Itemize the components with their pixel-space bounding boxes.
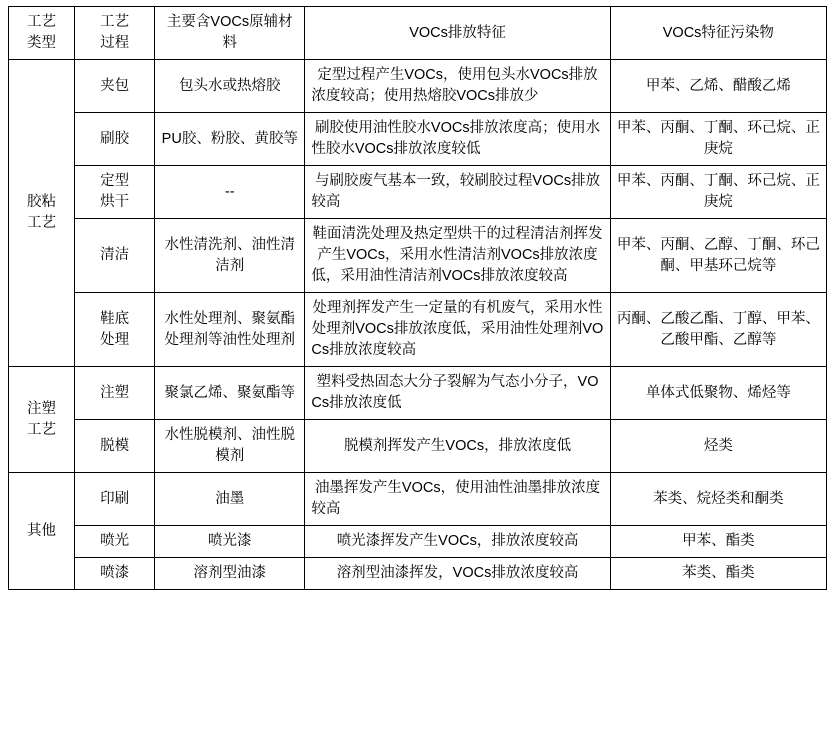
pollutant-cell: 单体式低聚物、烯烃等 xyxy=(610,367,826,420)
emission-cell: 脱模剂挥发产生VOCs，排放浓度低 xyxy=(305,420,610,473)
process-cell: 喷漆 xyxy=(75,558,155,590)
table-row xyxy=(9,558,827,590)
table-row xyxy=(9,219,827,293)
header-process-step xyxy=(75,7,155,60)
material-cell: 油墨 xyxy=(155,473,305,526)
material-cell: 水性脱模剂、油性脱模剂 xyxy=(155,420,305,473)
emission-cell: 鞋面清洗处理及热定型烘干的过程清洁剂挥发产生VOCs，采用水性清洁剂VOCs排放浓度低，采用油性清洁剂VOCs排放浓度较高 xyxy=(305,219,610,293)
header-materials: 主要含VOCs原辅材料 xyxy=(155,7,305,60)
process-cell xyxy=(75,166,155,219)
group-type-other: 其他 xyxy=(9,473,75,590)
header-process-type-line2: 类型 xyxy=(27,35,57,52)
group-type-injection-line1: 注塑 xyxy=(27,400,57,417)
process-cell: 喷光 xyxy=(75,526,155,558)
process-cell: 夹包 xyxy=(75,60,155,113)
table-row xyxy=(9,473,827,526)
pollutant-cell: 甲苯、酯类 xyxy=(610,526,826,558)
table-row xyxy=(9,420,827,473)
vocs-emission-table xyxy=(8,6,827,590)
material-cell: 包头水或热熔胶 xyxy=(155,60,305,113)
emission-cell: 定型过程产生VOCs，使用包头水VOCs排放浓度较高；使用热熔胶VOCs排放少 xyxy=(305,60,610,113)
pollutant-cell: 甲苯、丙酮、丁酮、环己烷、正庚烷 xyxy=(610,113,826,166)
group-type-injection xyxy=(9,367,75,473)
process-cell-line2: 烘干 xyxy=(100,194,130,211)
pollutant-cell: 甲苯、丙酮、乙醇、丁酮、环己酮、甲基环己烷等 xyxy=(610,219,826,293)
process-cell: 注塑 xyxy=(75,367,155,420)
emission-cell: 溶剂型油漆挥发，VOCs排放浓度较高 xyxy=(305,558,610,590)
process-cell-line1: 定型 xyxy=(100,173,130,190)
table-header-row xyxy=(9,7,827,60)
pollutant-cell: 烃类 xyxy=(610,420,826,473)
material-cell: 聚氯乙烯、聚氨酯等 xyxy=(155,367,305,420)
material-cell: -- xyxy=(155,166,305,219)
pollutant-cell: 苯类、烷烃类和酮类 xyxy=(610,473,826,526)
emission-cell: 处理剂挥发产生一定量的有机废气，采用水性处理剂VOCs排放浓度低，采用油性处理剂VOCs排放浓度较高 xyxy=(305,293,610,367)
emission-cell: 油墨挥发产生VOCs，使用油性油墨排放浓度较高 xyxy=(305,473,610,526)
pollutant-cell: 甲苯、乙烯、醋酸乙烯 xyxy=(610,60,826,113)
material-cell: 水性处理剂、聚氨酯处理剂等油性处理剂 xyxy=(155,293,305,367)
material-cell: PU胶、粉胶、黄胶等 xyxy=(155,113,305,166)
emission-cell: 刷胶使用油性胶水VOCs排放浓度高；使用水性胶水VOCs排放浓度较低 xyxy=(305,113,610,166)
pollutant-cell: 丙酮、乙酸乙酯、丁醇、甲苯、乙酸甲酯、乙醇等 xyxy=(610,293,826,367)
table-row xyxy=(9,293,827,367)
process-cell: 刷胶 xyxy=(75,113,155,166)
group-type-adhesive-line2: 工艺 xyxy=(27,215,57,232)
header-characteristic-pollutants: VOCs特征污染物 xyxy=(610,7,826,60)
process-cell: 脱模 xyxy=(75,420,155,473)
material-cell: 喷光漆 xyxy=(155,526,305,558)
process-cell xyxy=(75,293,155,367)
header-process-step-line1: 工艺 xyxy=(100,14,130,30)
header-emission-characteristics: VOCs排放特征 xyxy=(305,7,610,60)
table-row xyxy=(9,367,827,420)
group-type-injection-line2: 工艺 xyxy=(27,421,57,438)
material-cell: 水性清洗剂、油性清洁剂 xyxy=(155,219,305,293)
emission-cell: 与刷胶废气基本一致，较刷胶过程VOCs排放较高 xyxy=(305,166,610,219)
group-type-adhesive-line1: 胶粘 xyxy=(27,194,57,211)
header-process-type xyxy=(9,7,75,60)
material-cell: 溶剂型油漆 xyxy=(155,558,305,590)
group-type-adhesive xyxy=(9,60,75,367)
table-row xyxy=(9,60,827,113)
process-cell: 清洁 xyxy=(75,219,155,293)
emission-cell: 塑料受热固态大分子裂解为气态小分子，VOCs排放浓度低 xyxy=(305,367,610,420)
table-row xyxy=(9,166,827,219)
process-cell: 印刷 xyxy=(75,473,155,526)
header-process-type-line1: 工艺 xyxy=(27,14,57,30)
pollutant-cell: 苯类、酯类 xyxy=(610,558,826,590)
header-process-step-line2: 过程 xyxy=(100,35,130,52)
pollutant-cell: 甲苯、丙酮、丁酮、环己烷、正庚烷 xyxy=(610,166,826,219)
process-cell-line2: 处理 xyxy=(100,331,130,348)
table-row xyxy=(9,526,827,558)
table-row xyxy=(9,113,827,166)
emission-cell: 喷光漆挥发产生VOCs，排放浓度较高 xyxy=(305,526,610,558)
process-cell-line1: 鞋底 xyxy=(100,310,130,327)
